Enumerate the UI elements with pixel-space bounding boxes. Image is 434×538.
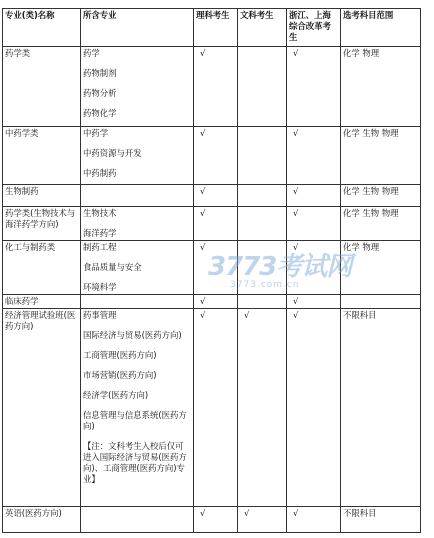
cell-science: √ [194,241,238,295]
cell-zhejiang-shanghai: √ [287,47,341,127]
major-item: 经济学(医药方向) [83,390,149,400]
major-item: 【注：文科考生入校后仅可进入国际经济与贸易(医药方向)、工商管理(医药方向)专业】 [83,441,187,484]
table-row [3,241,421,295]
major-item: 药物制剂 [83,68,117,78]
cell-subjects: 化学 生物 物理 [341,207,421,241]
table-row [3,127,421,185]
cell-category: 生物制药 [3,185,81,207]
cell-liberal [238,207,287,241]
majors-table [2,8,421,533]
cell-zhejiang-shanghai: √ [287,127,341,185]
cell-zhejiang-shanghai: √ [287,507,341,533]
cell-subjects: 化学 物理 [341,241,421,295]
cell-science: √ [194,309,238,507]
table-row [3,47,421,127]
cell-science: √ [194,127,238,185]
major-item: 信息管理与信息系统(医药方向) [83,410,187,431]
major-item: 制药工程 [83,242,117,252]
cell-category: 化工与制药类 [3,241,81,295]
cell-liberal: √ [238,507,287,533]
cell-majors [81,309,194,507]
cell-science: √ [194,185,238,207]
cell-zhejiang-shanghai: √ [287,207,341,241]
cell-category: 英语(医药方向) [3,507,81,533]
header-majors: 所含专业 [81,9,194,47]
cell-science: √ [194,295,238,309]
cell-majors [81,295,194,309]
cell-liberal [238,241,287,295]
header-science: 理科考生 [194,9,238,47]
major-item: 工商管理(医药方向) [83,350,157,360]
watermark-url: 3773.com.cn [230,280,300,290]
watermark-logo: 3773考试网 [208,252,352,282]
major-item: 海洋药学 [83,228,117,238]
major-item: 食品质量与安全 [83,262,142,272]
table-row [3,185,421,207]
table-row [3,295,421,309]
header-liberal: 文科考生 [238,9,287,47]
cell-subjects: 不限科目 [341,507,421,533]
page [2,8,430,536]
cell-majors [81,207,194,241]
major-item: 环境科学 [83,282,117,292]
cell-liberal: √ [238,309,287,507]
cell-liberal [238,127,287,185]
cell-liberal [238,185,287,207]
cell-liberal [238,47,287,127]
cell-zhejiang-shanghai: √ [287,295,341,309]
cell-category: 药学类(生物技术与海洋药学方向) [3,207,81,241]
cell-subjects: 化学 生物 物理 [341,127,421,185]
major-item: 药学 [83,48,100,58]
major-item: 中药资源与开发 [83,148,142,158]
header-category: 专业(类)名称 [3,9,81,47]
major-item: 市场营销(医药方向) [83,370,157,380]
cell-subjects: 化学 生物 物理 [341,185,421,207]
cell-zhejiang-shanghai: √ [287,185,341,207]
cell-subjects: 不限科目 [341,309,421,507]
cell-subjects [341,295,421,309]
major-item: 药物化学 [83,108,117,118]
major-item: 药事管理 [83,310,117,320]
cell-category: 中药学类 [3,127,81,185]
cell-majors [81,507,194,533]
cell-majors [81,127,194,185]
cell-majors [81,241,194,295]
cell-liberal [238,295,287,309]
cell-category: 经济管理试验班(医药方向) [3,309,81,507]
header-zhejiang-shanghai: 浙江、上海综合改革考生 [287,9,341,47]
cell-science: √ [194,207,238,241]
cell-category: 临床药学 [3,295,81,309]
table-row [3,507,421,533]
major-item: 国际经济与贸易(医药方向) [83,330,182,340]
major-item: 中药学 [83,128,109,138]
header-subjects: 选考科目范围 [341,9,421,47]
header-row [3,9,421,47]
cell-zhejiang-shanghai: √ [287,309,341,507]
major-item: 药物分析 [83,88,117,98]
cell-majors [81,185,194,207]
cell-science: √ [194,507,238,533]
table-row [3,207,421,241]
cell-majors [81,47,194,127]
cell-science: √ [194,47,238,127]
cell-subjects: 化学 物理 [341,47,421,127]
major-item: 中药制药 [83,168,117,178]
cell-category: 药学类 [3,47,81,127]
table-row [3,309,421,507]
cell-zhejiang-shanghai: √ [287,241,341,295]
major-item: 生物技术 [83,208,117,218]
